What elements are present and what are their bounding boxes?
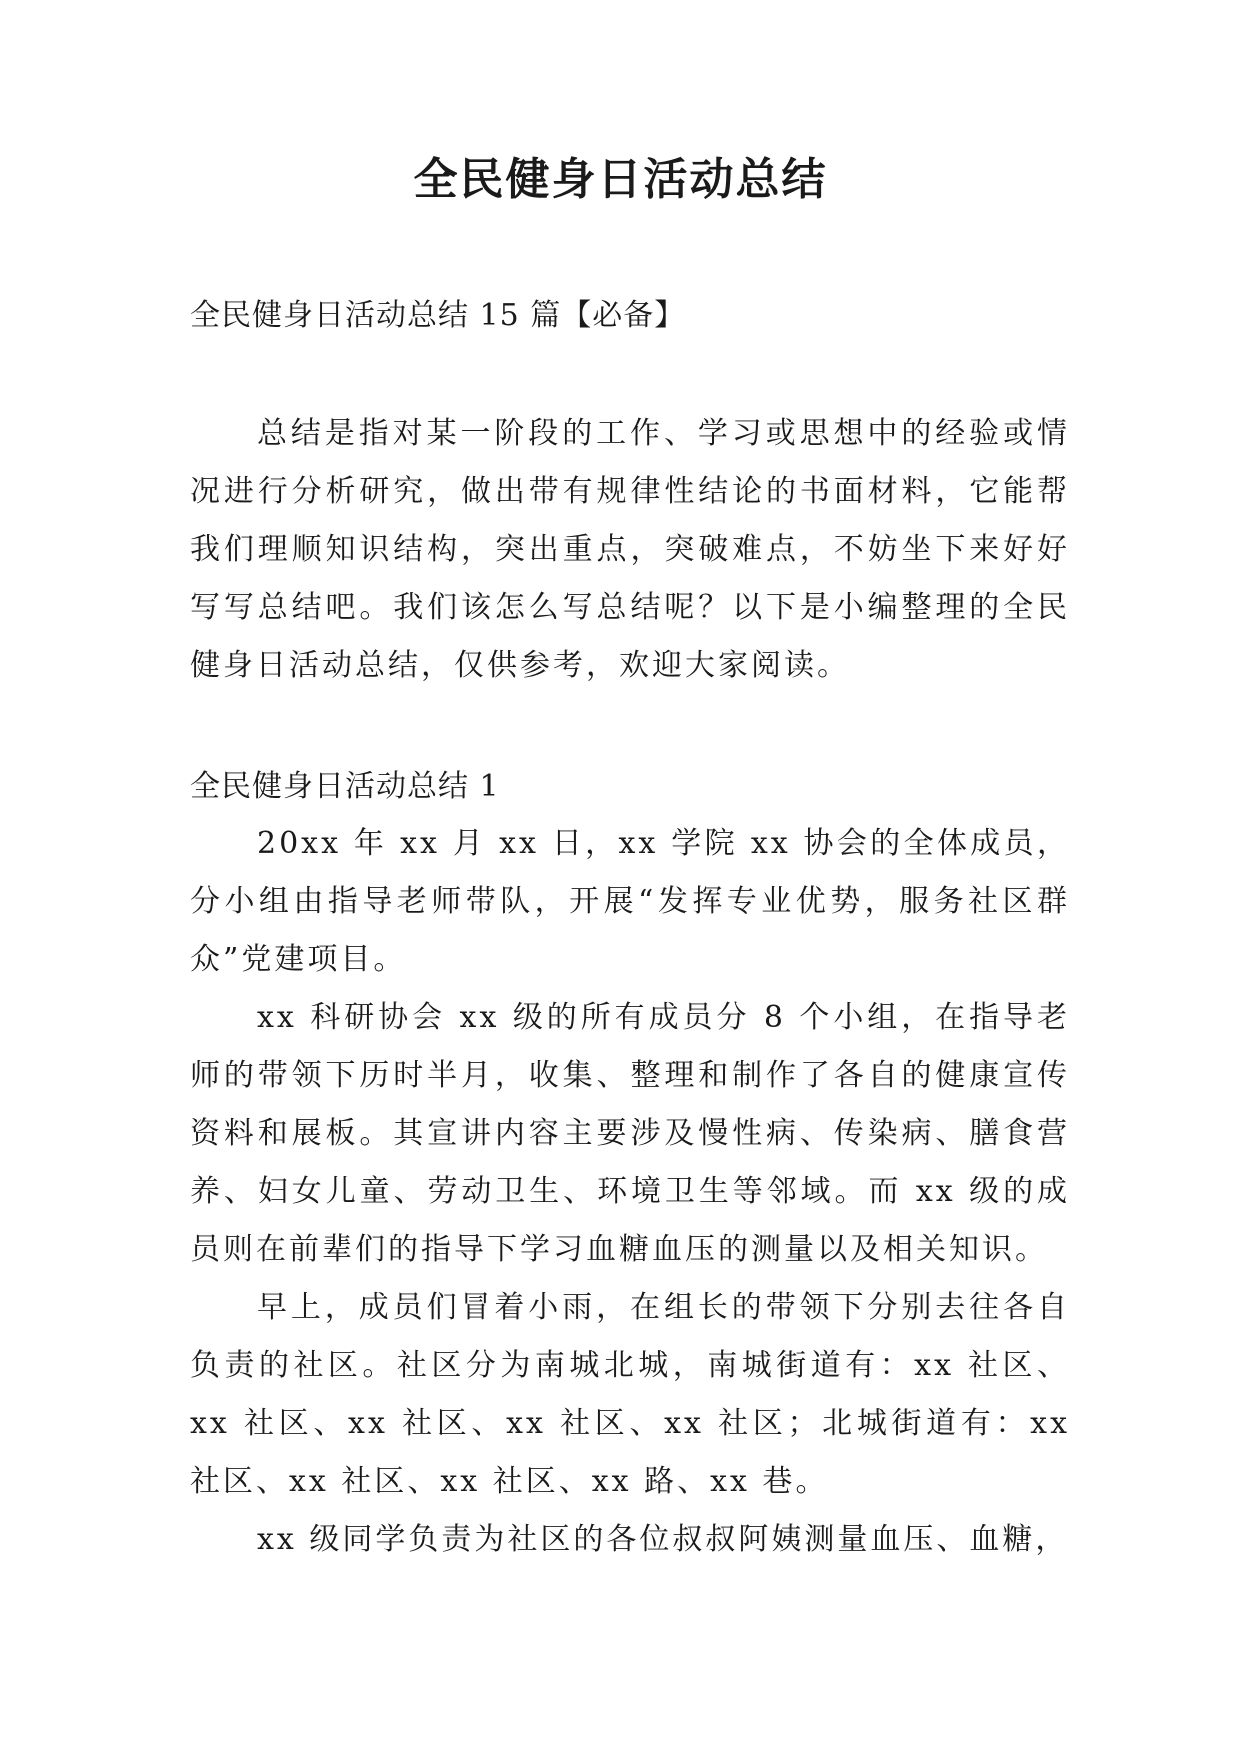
body-paragraph: 早上，成员们冒着小雨，在组长的带领下分别去往各自负责的社区。社区分为南城北城，南城街道有：xx 社区、xx 社区、xx 社区、xx 社区、xx 社区；北城街道有：xx 社区、xx 社区、xx 社区、xx 路、xx 巷。	[190, 1290, 1070, 1499]
section-body	[190, 815, 1070, 1569]
intro-paragraph: 总结是指对某一阶段的工作、学习或思想中的经验或情况进行分析研究，做出带有规律性结论的书面材料，它能帮我们理顺知识结构，突出重点，突破难点，不妨坐下来好好写写总结吧。我们该怎么写总结呢？以下是小编整理的全民健身日活动总结，仅供参考，欢迎大家阅读。	[190, 416, 1070, 683]
body-paragraph: xx 级同学负责为社区的各位叔叔阿姨测量血压、血糖，	[257, 1522, 1069, 1557]
document-subtitle: 全民健身日活动总结 15 篇【必备】	[190, 298, 686, 333]
section-heading: 全民健身日活动总结 1	[190, 769, 500, 804]
document-title: 全民健身日活动总结	[413, 154, 828, 205]
body-paragraph: xx 科研协会 xx 级的所有成员分 8 个小组，在指导老师的带领下历时半月，收集、整理和制作了各自的健康宣传资料和展板。其宣讲内容主要涉及慢性病、传染病、膳食营养、妇女儿童、劳动卫生、环境卫生等邻域。而 xx 级的成员则在前辈们的指导下学习血糖血压的测量以及相关知识。	[190, 1000, 1070, 1267]
body-paragraph: 20xx 年 xx 月 xx 日，xx 学院 xx 协会的全体成员，分小组由指导老师带队，开展“发挥专业优势，服务社区群众”党建项目。	[190, 826, 1070, 977]
